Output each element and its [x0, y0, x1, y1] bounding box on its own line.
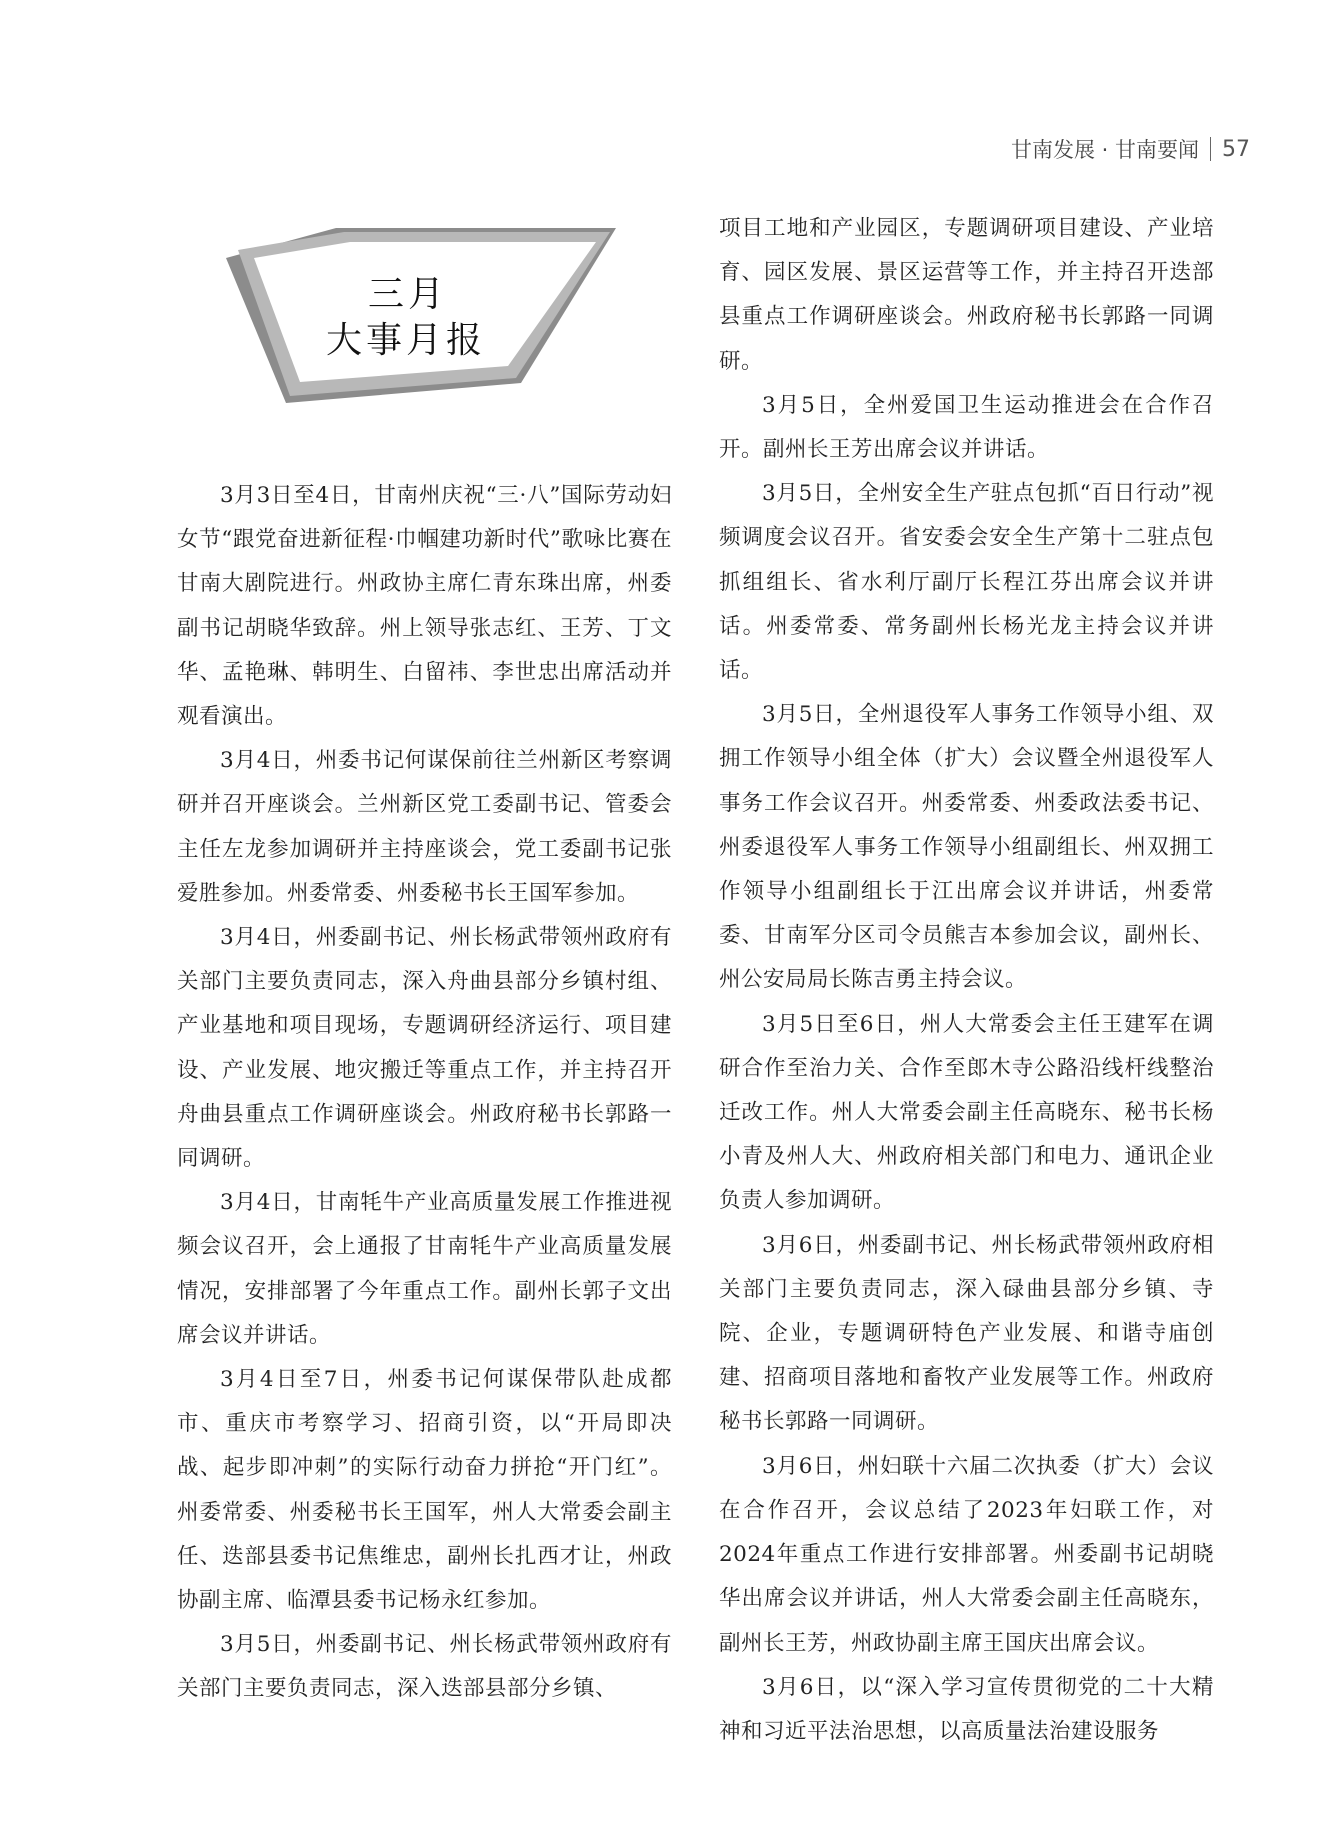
paragraph: 3月4日，甘南牦牛产业高质量发展工作推进视频会议召开，会上通报了甘南牦牛产业高质量发展情况，安排部署了今年重点工作。副州长郭子文出席会议并讲话。	[177, 1190, 672, 1348]
emblem-title-line2: 大事月报	[326, 320, 487, 361]
section-title: 甘南发展 · 甘南要闻	[1010, 138, 1199, 162]
paragraph: 3月6日，州委副书记、州长杨武带领州政府相关部门主要负责同志，深入碌曲县部分乡镇、寺院、企业，专题调研特色产业发展、和谐寺庙创建、招商项目落地和畜牧产业发展等工作。州政府秘书长郭路一同调研。	[719, 1232, 1214, 1435]
paragraph-continuation: 项目工地和产业园区，专题调研项目建设、产业培育、园区发展、景区运营等工作，并主持召开迭部县重点工作调研座谈会。州政府秘书长郭路一同调研。	[719, 216, 1214, 374]
emblem-title-line1: 三月	[368, 274, 449, 315]
running-header	[1011, 134, 1250, 164]
paragraph: 3月5日至6日，州人大常委会主任王建军在调研合作至治力关、合作至郎木寺公路沿线杆线整治迁改工作。州人大常委会副主任高晓东、秘书长杨小青及州人大、州政府相关部门和电力、通讯企业负责人参加调研。	[719, 1011, 1214, 1214]
paragraph: 3月4日，州委书记何谋保前往兰州新区考察调研并召开座谈会。兰州新区党工委副书记、管委会主任左龙参加调研并主持座谈会，党工委副书记张爱胜参加。州委常委、州委秘书长王国军参加。	[177, 748, 672, 906]
page-number: 57	[1222, 136, 1250, 162]
paragraph: 3月5日，全州安全生产驻点包抓“百日行动”视频调度会议召开。省安委会安全生产第十二驻点包抓组组长、省水利厅副厅长程江芬出席会议并讲话。州委常委、常务副州长杨光龙主持会议并讲话。	[719, 481, 1214, 684]
paragraph: 3月6日，州妇联十六届二次执委（扩大）会议在合作召开，会议总结了2023年妇联工作，对2024年重点工作进行安排部署。州委副书记胡晓华出席会议并讲话，州人大常委会副主任高晓东，副州长王芳，州政协副主席王国庆出席会议。	[719, 1453, 1214, 1656]
paragraph: 3月4日至7日，州委书记何谋保带队赴成都市、重庆市考察学习、招商引资，以“开局即决战、起步即冲刺”的实际行动奋力拼抢“开门红”。州委常委、州委秘书长王国军，州人大常委会副主任、迭部县委书记焦维忠，副州长扎西才让，州政协副主席、临潭县委书记杨永红参加。	[177, 1367, 672, 1614]
right-column	[719, 207, 1214, 1754]
paragraph: 3月5日，全州退役军人事务工作领导小组、双拥工作领导小组全体（扩大）会议暨全州退役军人事务工作会议召开。州委常委、州委政法委书记、州委退役军人事务工作领导小组副组长、州双拥工作领导小组副组长于江出席会议并讲话，州委常委、甘南军分区司令员熊吉本参加会议，副州长、州公安局局长陈吉勇主持会议。	[719, 702, 1214, 993]
paragraph: 3月3日至4日，甘南州庆祝“三·八”国际劳动妇女节“跟党奋进新征程·巾帼建功新时代”歌咏比赛在甘南大剧院进行。州政协主席仁青东珠出席，州委副书记胡晓华致辞。州上领导张志红、王芳、丁文华、孟艳琳、韩明生、白留祎、李世忠出席活动并观看演出。	[177, 483, 672, 730]
paragraph: 3月6日，以“深入学习宣传贯彻党的二十大精神和习近平法治思想，以高质量法治建设服务	[719, 1674, 1214, 1744]
section-emblem	[226, 228, 621, 406]
header-divider	[1210, 137, 1211, 161]
paragraph: 3月4日，州委副书记、州长杨武带领州政府有关部门主要负责同志，深入舟曲县部分乡镇村组、产业基地和项目现场，专题调研经济运行、项目建设、产业发展、地灾搬迁等重点工作，并主持召开舟曲县重点工作调研座谈会。州政府秘书长郭路一同调研。	[177, 925, 672, 1172]
paragraph: 3月5日，州委副书记、州长杨武带领州政府有关部门主要负责同志，深入迭部县部分乡镇、	[177, 1632, 672, 1702]
paragraph: 3月5日，全州爱国卫生运动推进会在合作召开。副州长王芳出席会议并讲话。	[719, 392, 1214, 463]
left-column	[177, 474, 672, 1712]
